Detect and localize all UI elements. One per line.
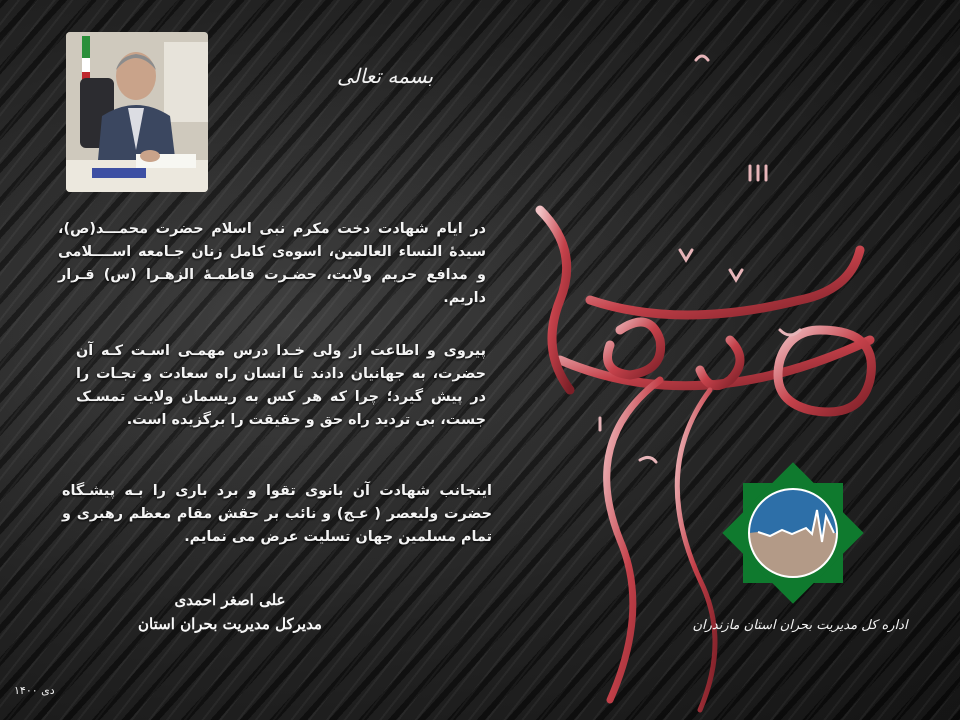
bismillah-heading: بسمه تعالی <box>336 64 434 88</box>
signature-block <box>110 588 350 636</box>
fatima-zahra-calligraphy <box>500 0 920 720</box>
message-paragraph-2: پیروی و اطاعت از ولی خـدا درس مهمـی اسـت کـه آن حضرت، به جهانیان دادند تا انسان راه سعادت و نجـات را در پیش گیرد؛ چرا که هر کس به ریسمان ولایت تمسـک جست، بی تردید راه حق و حقیقت را برگزیده است. <box>76 343 486 428</box>
signer-title: مدیرکل مدیریت بحران استان <box>138 615 322 633</box>
date-label: دی ۱۴۰۰ <box>14 684 55 697</box>
crisis-management-logo <box>722 462 864 604</box>
message-paragraph-1: در ایام شهادت دخت مکرم نبی اسلام حضرت محمـــد(ص)، سیدهٔ النساء العالمین، اسوه‌ی کامل زنان جـامعه اســــلامی و مدافع حریم ولایت، حضـرت فاطمـهٔ الزهـرا (س) قـرار داریم. <box>58 221 486 306</box>
signer-name: علی اصغر احمدی <box>174 591 286 609</box>
official-portrait-photo <box>66 32 208 192</box>
message-paragraph-3: اینجانب شهادت آن بانوی تقوا و برد باری را بـه پیشـگاه حضرت ولیعصر ( عـج) و نائب بر حقش مقام معظم رهبری و تمام مسلمین جهان تسلیت عرض می نمایم. <box>62 483 492 545</box>
organization-caption: اداره کل مدیریت بحران استان مازندران <box>692 618 908 633</box>
